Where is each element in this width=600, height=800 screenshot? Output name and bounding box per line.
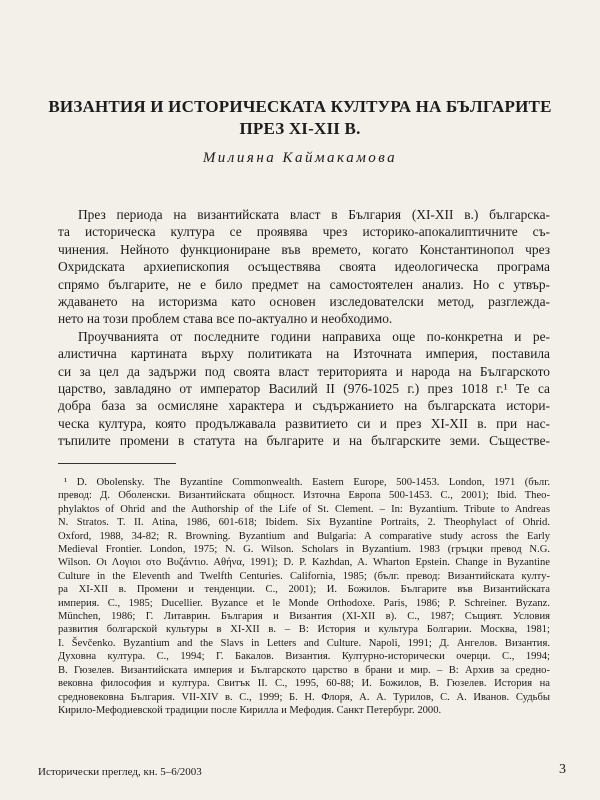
journal-citation: Исторически преглед, кн. 5–6/2003 (38, 766, 202, 778)
article-title (40, 96, 560, 140)
footnote-line: Wilson. Οι Λογιοι στο Βυζάντιο. Αθήνα, 1991); D. P. Kazhdan, A. Wharton Epstein. Change in Byzantine (58, 557, 550, 569)
body-line: ческа култура, която продължавала развитието си и през XI-XII в. при нас- (58, 415, 550, 431)
body-line: тъпилите промени в статута на българите и на българските земи. Съществе- (58, 433, 550, 449)
body-line: ждаването на историзма като основен изследователски метод, разглежда- (58, 294, 550, 310)
body-line: През периода на византийската власт в България (XI-XII в.) българска- (78, 207, 550, 222)
body-line: алистична картината върху политиката на Източната империя, поставила (58, 346, 550, 362)
footnote-line: ра XI-XII в. Промени и тенденции. С., 2001); И. Божилов. Българите във Византийската (58, 584, 550, 596)
footnote-line: Кирило-Мефодиевской традиции после Кирилла и Мефодия. Санкт Петербург. 2000. (58, 704, 442, 716)
footnote-line: phylaktos of Ohrid and the Authorship of the Life of St. Clement. – In: Byzantium. Tribute to Andreas (58, 503, 550, 515)
footnotes (58, 476, 550, 717)
article-title-line-2: ПРЕЗ XI-XII В. (239, 119, 361, 138)
footnote-line: Oxford, 1988, 34-82; R. Browning. Byzantium and Bulgaria: A comparative study across the Early (58, 530, 550, 542)
body-line: Охридската архиепископия осъществява своята идеологическа програма (58, 259, 550, 275)
body-line: Проучванията от последните години направиха още по-конкретна и ре- (78, 328, 550, 344)
body-line: спрямо българите, не е било предмет на самостоятелен анализ. Но с утвър- (58, 276, 550, 292)
footnote-line: средновековна България. VII-XIV в. С., 1999; Б. Н. Флоря, А. А. Турилов, С. А. Иванов. Судьбы (58, 691, 550, 703)
footnote-line: Medieval Frontier. London, 1975; N. G. Wilson. Scholars in Byzantium. 1983 (гръцки превод N.G. (58, 544, 550, 556)
article-title-line-1: ВИЗАНТИЯ И ИСТОРИЧЕСКАТА КУЛТУРА НА БЪЛГАРИТЕ (48, 97, 552, 116)
footnote-line: München, 1986; Г. Литаврин. България и Византия (XI-XII в). С., 1987; Същият. Условия (58, 611, 550, 623)
footnote-line: превод: Д. Оболенски. Византийската общност. Източна Европа 500-1453. С., 2001); Ibid. Theo- (58, 490, 550, 502)
body-line: чинения. Нейното функциониране във времето, когато Константинопол чрез (58, 241, 550, 257)
body-line: царство, завладяно от император Василий II (976-1025 г.) през 1018 г.¹ Те са (58, 381, 550, 397)
author-name: Милияна Каймакамова (202, 150, 398, 166)
body-line: добра база за осмисляне характера и съдържанието на българската истори- (58, 398, 550, 414)
footnote-line: вековна философия и култура. Свитък II. С., 1995, 60-88; И. Божилов, В. Гюзелев. История на (58, 678, 550, 690)
footnote-line: ¹ D. Obolensky. The Byzantine Commonwealth. Eastern Europe, 500-1453. London, 1971 (бълг. (64, 477, 550, 488)
body-line: нето на този проблем става все по-актуално и необходимо. (58, 311, 393, 327)
footnote-line: I. Ševčenko. Byzantium and the Slavs in Letters and Culture. Napoli, 1991; Д. Ангелов. Византия. (58, 637, 550, 649)
footnote-line: империя. С., 1985; Ducellier. Byzance et le Monde Orthodoxe. Paris, 1986; P. Schreiner. Byzanz. (58, 597, 550, 609)
footnote-line: Духовна култура. С., 1994; Г. Бакалов. Византия. Културно-исторически очерци. С., 1994; (58, 651, 550, 663)
footnote-line: В. Гюзелев. Византийската империя и Българското царство в брани и мир. – В: Архив за средно- (58, 664, 550, 676)
body-text (58, 206, 550, 450)
body-line: си за цел да задържи под своята власт територията и народа на Българското (58, 363, 550, 379)
footnote-line: N. Stratos. T. II. Atina, 1986, 601-618; Ibidem. Six Byzantine Portraits, 2. Theophylact of Ohrid. (58, 517, 550, 529)
footnote-divider (58, 463, 176, 464)
footnote-line: развития болгарской культуры в XI-XII в. – В: История и культура Болгарии. Москва, 1981; (58, 624, 550, 636)
body-line: та историческа култура се проявява чрез историко-апокалиптичните съ- (58, 224, 550, 240)
page-number: 3 (559, 762, 566, 777)
footnote-line: Culture in the Eleventh and Twelfth Centuries. California, 1985; (бълг. превод: Византийската култу- (58, 570, 550, 582)
